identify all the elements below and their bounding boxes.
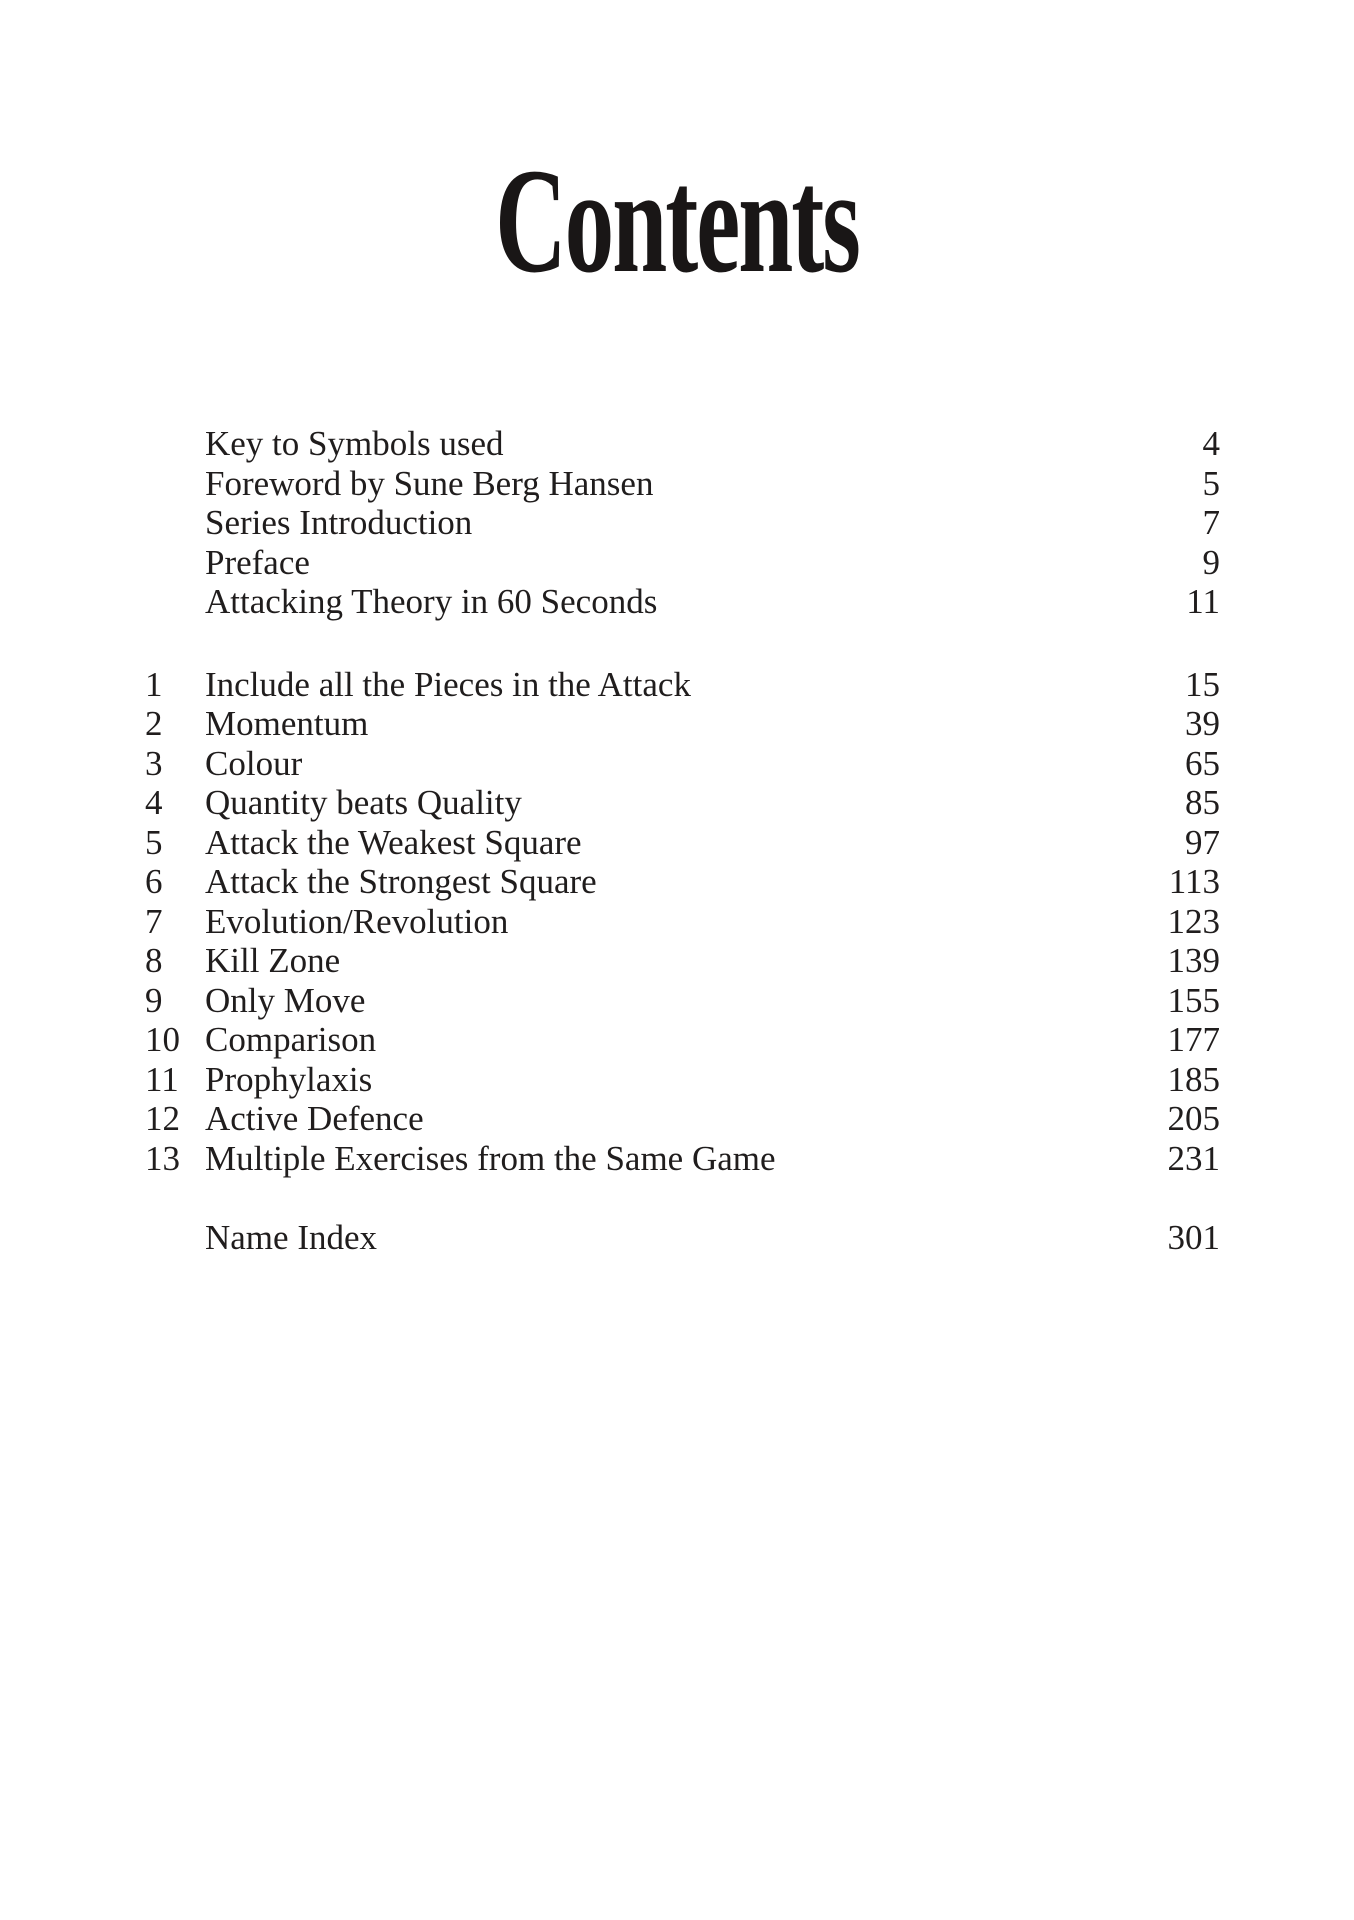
toc-row xyxy=(145,1020,1220,1060)
toc-entry-page-number: 65 xyxy=(1185,743,1220,783)
toc-row xyxy=(145,1218,1220,1258)
toc-entry-page-number: 177 xyxy=(1167,1020,1220,1059)
toc-row xyxy=(145,941,1220,981)
toc-row xyxy=(145,902,1220,942)
toc-entry-page-number: 97 xyxy=(1185,822,1220,862)
toc-row xyxy=(145,783,1220,823)
table-of-contents xyxy=(145,424,1220,1258)
toc-entry-title: Attack the Strongest Square xyxy=(205,862,597,901)
toc-row xyxy=(145,503,1220,543)
toc-entry-title: Include all the Pieces in the Attack xyxy=(205,664,691,704)
toc-entry-page-number: 205 xyxy=(1167,1099,1220,1138)
toc-entry-page-number: 301 xyxy=(1167,1218,1220,1257)
toc-entry-page-number: 123 xyxy=(1167,901,1220,941)
chapter-number: 5 xyxy=(145,822,163,862)
chapter-number: 8 xyxy=(145,941,163,980)
toc-entry-page-number: 85 xyxy=(1185,783,1220,822)
toc-entry-title: Preface xyxy=(205,542,310,582)
toc-entry-page-number: 155 xyxy=(1167,980,1220,1020)
toc-row xyxy=(145,1099,1220,1139)
toc-entry-page-number: 5 xyxy=(1202,463,1220,503)
toc-entry-title: Foreword by Sune Berg Hansen xyxy=(205,463,654,503)
chapter-number: 2 xyxy=(145,704,163,743)
toc-entry-page-number: 139 xyxy=(1167,941,1220,980)
chapter-number: 3 xyxy=(145,743,163,783)
toc-row xyxy=(145,823,1220,863)
toc-entry-page-number: 4 xyxy=(1202,424,1220,463)
chapter-number: 9 xyxy=(145,980,163,1020)
front-matter-section xyxy=(145,424,1220,622)
toc-row xyxy=(145,665,1220,705)
toc-entry-page-number: 39 xyxy=(1185,704,1220,743)
toc-entry-title: Key to Symbols used xyxy=(205,424,504,463)
chapter-number: 1 xyxy=(145,664,163,704)
toc-row xyxy=(145,744,1220,784)
toc-row xyxy=(145,424,1220,464)
toc-entry-page-number: 7 xyxy=(1202,503,1220,542)
toc-entry-title: Name Index xyxy=(205,1218,378,1257)
chapter-number: 11 xyxy=(145,1059,179,1099)
chapter-number: 12 xyxy=(145,1099,180,1138)
toc-row xyxy=(145,981,1220,1021)
toc-entry-page-number: 185 xyxy=(1167,1059,1220,1099)
toc-row xyxy=(145,1060,1220,1100)
toc-entry-title: Attack the Weakest Square xyxy=(205,822,582,862)
toc-entry-page-number: 231 xyxy=(1167,1138,1220,1178)
toc-entry-title: Prophylaxis xyxy=(205,1059,373,1099)
toc-entry-page-number: 113 xyxy=(1168,862,1220,901)
chapter-number: 4 xyxy=(145,783,163,822)
toc-entry-title: Evolution/Revolution xyxy=(205,901,509,941)
toc-row xyxy=(145,704,1220,744)
toc-entry-page-number: 15 xyxy=(1185,664,1220,704)
toc-entry-title: Kill Zone xyxy=(205,941,341,980)
toc-row xyxy=(145,582,1220,622)
toc-entry-title: Quantity beats Quality xyxy=(205,783,522,822)
chapter-number: 7 xyxy=(145,901,163,941)
chapters-section xyxy=(145,665,1220,1179)
toc-row xyxy=(145,464,1220,504)
toc-entry-title: Momentum xyxy=(205,704,369,743)
toc-row xyxy=(145,543,1220,583)
chapter-number: 10 xyxy=(145,1020,180,1059)
page-title: Contents xyxy=(495,138,859,304)
toc-entry-page-number: 11 xyxy=(1186,582,1220,621)
chapter-number: 6 xyxy=(145,862,163,901)
toc-entry-title: Comparison xyxy=(205,1020,377,1059)
toc-entry-title: Only Move xyxy=(205,980,366,1020)
toc-row xyxy=(145,862,1220,902)
toc-entry-title: Multiple Exercises from the Same Game xyxy=(205,1138,776,1178)
toc-entry-title: Colour xyxy=(205,743,303,783)
toc-entry-title: Active Defence xyxy=(205,1099,424,1138)
back-matter-section xyxy=(145,1218,1220,1258)
toc-entry-title: Series Introduction xyxy=(205,503,473,542)
chapter-number: 13 xyxy=(145,1138,180,1178)
toc-entry-page-number: 9 xyxy=(1202,542,1220,582)
toc-entry-title: Attacking Theory in 60 Seconds xyxy=(205,582,658,621)
toc-row xyxy=(145,1139,1220,1179)
